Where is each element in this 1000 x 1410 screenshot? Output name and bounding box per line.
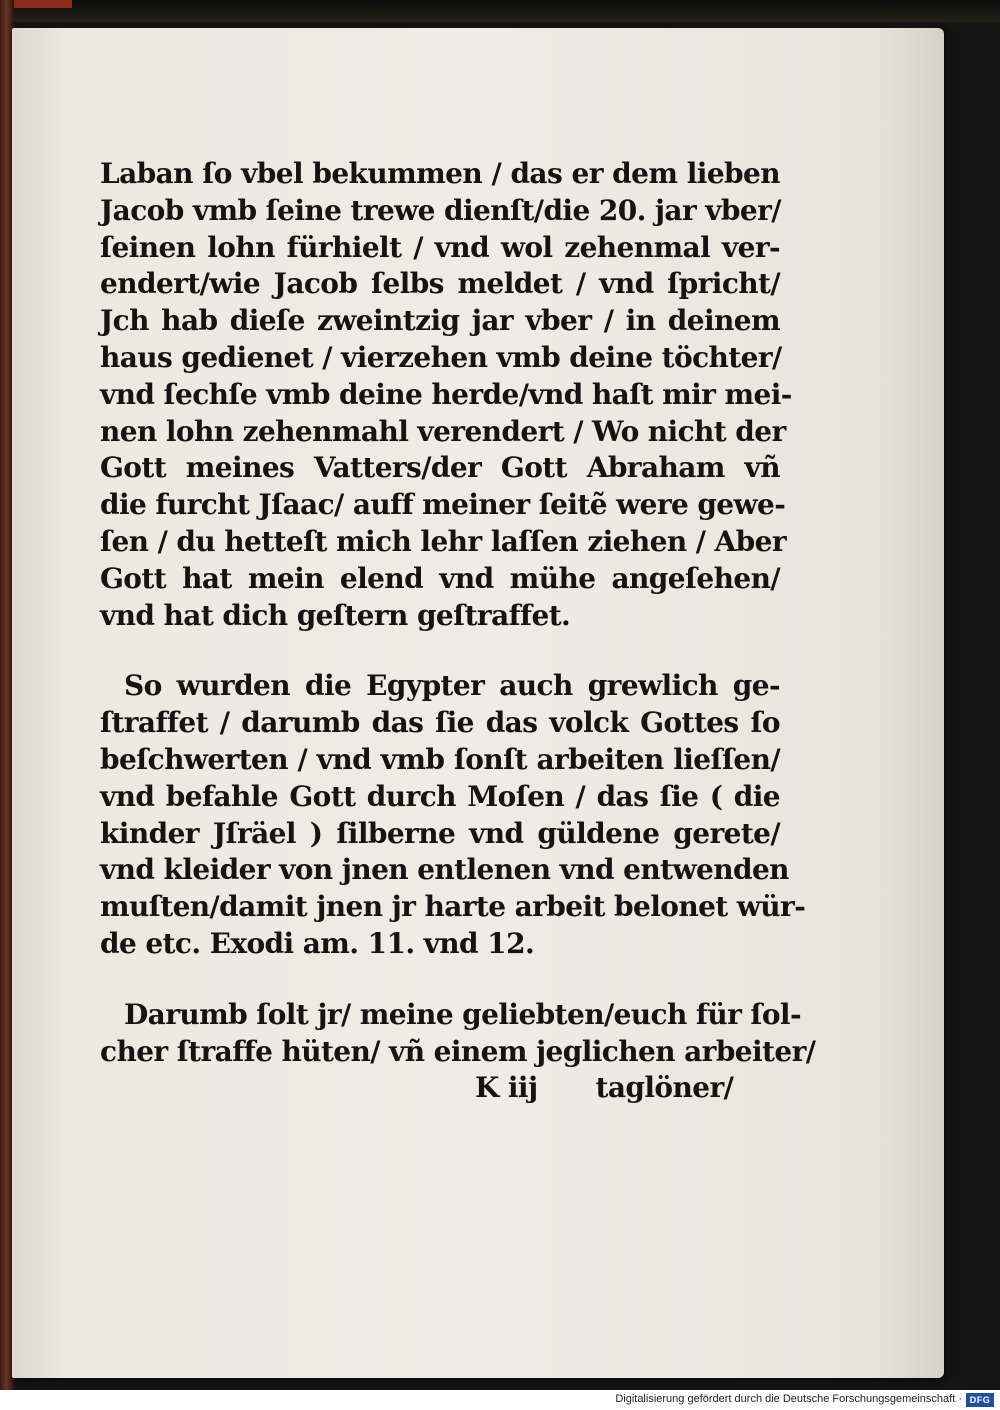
catchword: taglöner/: [595, 1071, 734, 1105]
funding-credit: Digitalisierung gefördert durch die Deutsche Forschungsgemeinschaft ·: [615, 1393, 962, 1405]
text-line: haus gedienet / vierzehen vmb deine töchter/: [100, 340, 782, 374]
paragraph-spacer: [100, 634, 780, 668]
text-line: vnd befahle Gott durch Moſen / das ſie ( die: [100, 779, 780, 813]
text-line: vnd ſechſe vmb deine herde/vnd haſt mir mei-: [100, 377, 792, 411]
text-line: Jch hab dieſe zweintzig jar vber / in deinem: [100, 304, 780, 338]
book-page: [12, 28, 944, 1378]
paragraph-2: [100, 668, 806, 962]
text-line: de etc. Exodi am. 11. vnd 12.: [100, 926, 535, 960]
paragraph-3: [100, 997, 816, 1107]
text-line: ſtraffet / darumb das ſie das volck Gottes ſo: [100, 706, 780, 740]
paragraph-spacer: [100, 963, 780, 997]
text-line: Laban ſo vbel bekummen / das er dem lieben: [100, 157, 780, 190]
page-text: [100, 156, 816, 1107]
text-line: vnd kleider von jnen entlenen vnd entwenden: [100, 853, 789, 887]
page-foot-line: [100, 1070, 780, 1107]
text-line: endert/wie Jacob ſelbs meldet / vnd ſpricht/: [100, 267, 780, 301]
footer-bar: [0, 1390, 1000, 1410]
paragraph-1: [100, 156, 792, 634]
text-line: Darumb ſolt jr/ meine geliebten/euch für ſol-: [124, 997, 801, 1031]
text-line: cher ſtraffe hüten/ vñ einem jeglichen arbeiter/: [100, 1034, 816, 1068]
signature-mark: K iij: [475, 1071, 538, 1105]
text-line: Jacob vmb ſeine trewe dienſt/die 20. jar vber/: [100, 193, 781, 227]
text-line: vnd hat dich geſtern geſtraffet.: [100, 598, 571, 632]
text-line: ſen / du hetteſt mich lehr laſſen ziehen / Aber: [100, 524, 786, 558]
text-line: Gott meines Vatters/der Gott Abraham vñ: [100, 451, 780, 485]
text-line: die furcht Jſaac/ auff meiner ſeitẽ were gewe-: [100, 488, 786, 522]
text-line: muſten/damit jnen jr harte arbeit belonet wür-: [100, 890, 806, 924]
text-line: nen lohn zehenmahl verendert / Wo nicht der: [100, 414, 786, 448]
dfg-logo-icon[interactable]: DFG: [966, 1393, 994, 1407]
text-line: So wurden die Egypter auch grewlich ge-: [124, 669, 780, 703]
text-line: beſchwerten / vnd vmb ſonſt arbeiten lieſſen/: [100, 742, 780, 776]
text-line: kinder Jſräel ) ſilberne vnd güldene gerete/: [100, 816, 780, 850]
text-line: Gott hat mein elend vnd mühe angeſehen/: [100, 561, 780, 595]
scan-top-edge: [0, 0, 1000, 22]
text-line: ſeinen lohn fürhielt / vnd wol zehenmal ver-: [100, 230, 780, 264]
